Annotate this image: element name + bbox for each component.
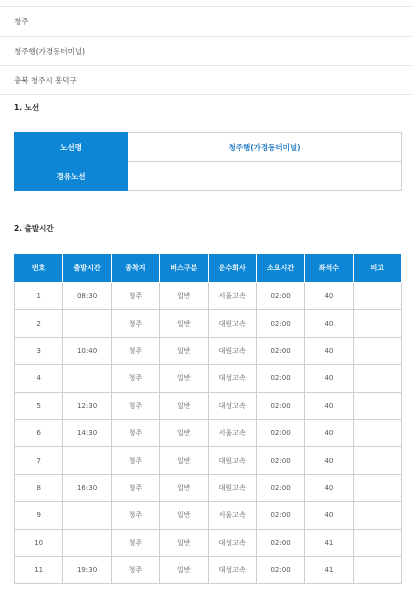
col-header-bus-type: 버스구분	[160, 254, 208, 283]
cell-company: 서울고속	[208, 283, 256, 310]
route-via-label: 경유노선	[15, 162, 128, 191]
cell-seats: 41	[305, 529, 353, 556]
col-header-terminal: 종착지	[111, 254, 159, 283]
cell-terminal: 청주	[111, 502, 159, 529]
cell-departure: 16:30	[63, 474, 111, 501]
cell-bus-type: 일반	[160, 310, 208, 337]
cell-note	[353, 556, 401, 583]
route-name-label: 노선명	[15, 133, 128, 162]
cell-terminal: 청주	[111, 419, 159, 446]
cell-departure: 19:30	[63, 556, 111, 583]
cell-company: 대원고속	[208, 310, 256, 337]
cell-duration: 02:00	[256, 283, 304, 310]
cell-note	[353, 447, 401, 474]
cell-duration: 02:00	[256, 419, 304, 446]
col-header-duration: 소요시간	[256, 254, 304, 283]
cell-terminal: 청주	[111, 556, 159, 583]
col-header-number: 번호	[15, 254, 63, 283]
table-row	[15, 283, 402, 310]
table-row	[15, 392, 402, 419]
cell-note	[353, 502, 401, 529]
cell-company: 대원고속	[208, 337, 256, 364]
cell-terminal: 청주	[111, 392, 159, 419]
route-name-value: 청주행(가경동터미널)	[128, 133, 402, 162]
cell-duration: 02:00	[256, 447, 304, 474]
cell-bus-type: 일반	[160, 392, 208, 419]
cell-bus-type: 일반	[160, 283, 208, 310]
cell-departure	[63, 447, 111, 474]
route-via-value	[128, 162, 402, 191]
cell-bus-type: 일반	[160, 502, 208, 529]
cell-terminal: 청주	[111, 337, 159, 364]
cell-note	[353, 310, 401, 337]
schedule-table	[14, 253, 402, 584]
cell-duration: 02:00	[256, 392, 304, 419]
cell-note	[353, 283, 401, 310]
table-row	[15, 310, 402, 337]
cell-bus-type: 일반	[160, 529, 208, 556]
table-row	[15, 337, 402, 364]
cell-duration: 02:00	[256, 337, 304, 364]
cell-note	[353, 337, 401, 364]
info-city-text: 청주	[14, 17, 29, 26]
cell-departure	[63, 529, 111, 556]
info-address	[0, 66, 411, 95]
cell-seats: 40	[305, 337, 353, 364]
cell-company: 대성고속	[208, 365, 256, 392]
route-table	[14, 132, 402, 191]
cell-terminal: 청주	[111, 474, 159, 501]
cell-company: 대성고속	[208, 529, 256, 556]
table-row	[15, 556, 402, 583]
cell-departure	[63, 310, 111, 337]
cell-terminal: 청주	[111, 310, 159, 337]
cell-duration: 02:00	[256, 365, 304, 392]
cell-bus-type: 일반	[160, 474, 208, 501]
cell-duration: 02:00	[256, 474, 304, 501]
cell-company: 대성고속	[208, 556, 256, 583]
col-header-seats: 좌석수	[305, 254, 353, 283]
route-name-row	[15, 133, 402, 162]
cell-number: 3	[15, 337, 63, 364]
col-header-departure: 출발시간	[63, 254, 111, 283]
cell-number: 4	[15, 365, 63, 392]
cell-seats: 40	[305, 502, 353, 529]
cell-terminal: 청주	[111, 447, 159, 474]
cell-seats: 40	[305, 474, 353, 501]
cell-seats: 40	[305, 310, 353, 337]
cell-number: 6	[15, 419, 63, 446]
cell-seats: 41	[305, 556, 353, 583]
cell-seats: 40	[305, 392, 353, 419]
cell-duration: 02:00	[256, 529, 304, 556]
route-section-title: 1. 노선	[14, 103, 40, 112]
cell-terminal: 청주	[111, 529, 159, 556]
table-row	[15, 419, 402, 446]
cell-number: 5	[15, 392, 63, 419]
cell-departure: 14:30	[63, 419, 111, 446]
cell-number: 1	[15, 283, 63, 310]
cell-company: 서울고속	[208, 419, 256, 446]
schedule-section-title: 2. 출발시간	[14, 224, 54, 233]
table-row	[15, 365, 402, 392]
cell-seats: 40	[305, 283, 353, 310]
cell-bus-type: 일반	[160, 447, 208, 474]
cell-note	[353, 392, 401, 419]
cell-seats: 40	[305, 419, 353, 446]
info-destination-text: 청주행(가경동터미널)	[14, 46, 86, 56]
cell-note	[353, 365, 401, 392]
cell-bus-type: 일반	[160, 419, 208, 446]
cell-note	[353, 419, 401, 446]
cell-note	[353, 474, 401, 501]
col-header-note: 비고	[353, 254, 401, 283]
cell-terminal: 청주	[111, 283, 159, 310]
cell-note	[353, 529, 401, 556]
cell-number: 2	[15, 310, 63, 337]
schedule-header-row	[15, 254, 402, 283]
cell-seats: 40	[305, 365, 353, 392]
cell-departure: 08:30	[63, 283, 111, 310]
cell-departure: 12:30	[63, 392, 111, 419]
info-city	[0, 6, 411, 37]
cell-bus-type: 일반	[160, 556, 208, 583]
cell-number: 8	[15, 474, 63, 501]
cell-departure	[63, 502, 111, 529]
cell-company: 대성고속	[208, 392, 256, 419]
cell-bus-type: 일반	[160, 365, 208, 392]
table-row	[15, 502, 402, 529]
table-row	[15, 474, 402, 501]
cell-duration: 02:00	[256, 556, 304, 583]
info-destination	[0, 37, 411, 66]
cell-number: 9	[15, 502, 63, 529]
schedule-body	[15, 283, 402, 584]
cell-number: 11	[15, 556, 63, 583]
cell-departure: 10:40	[63, 337, 111, 364]
cell-departure	[63, 365, 111, 392]
cell-seats: 40	[305, 447, 353, 474]
cell-duration: 02:00	[256, 310, 304, 337]
cell-duration: 02:00	[256, 502, 304, 529]
cell-company: 대원고속	[208, 447, 256, 474]
route-via-row	[15, 162, 402, 191]
table-row	[15, 529, 402, 556]
cell-bus-type: 일반	[160, 337, 208, 364]
cell-number: 7	[15, 447, 63, 474]
cell-company: 서울고속	[208, 502, 256, 529]
col-header-company: 운수회사	[208, 254, 256, 283]
table-row	[15, 447, 402, 474]
info-address-text: 충북 청주시 흥덕구	[14, 75, 77, 85]
cell-terminal: 청주	[111, 365, 159, 392]
cell-company: 대원고속	[208, 474, 256, 501]
cell-number: 10	[15, 529, 63, 556]
